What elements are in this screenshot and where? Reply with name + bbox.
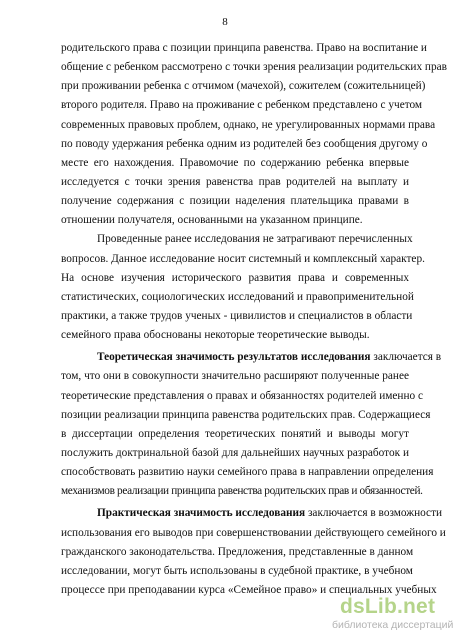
dslib-watermark — [330, 595, 453, 636]
text-line: родительского права с позиции принципа равенства. Право на воспитание и — [61, 42, 427, 54]
text-line: процессе при преподавании курса «Семейное право» и специальных учебных — [61, 583, 437, 596]
text-line: теоретические представления о правах и обязанностях родителей именно с — [61, 389, 423, 402]
text-line: общение с ребенком рассмотрено с точки зрения реализации родительских прав — [61, 61, 447, 74]
text-line: отношении получателя, основанными на указанном принципе. — [61, 214, 363, 227]
text-run: заключается в — [373, 351, 442, 364]
text-line: способствовать развитию науки семейного права в направлении определения — [61, 466, 434, 479]
text-line: месте его нахождения. Правомочие по содержанию ребенка впервые — [61, 156, 409, 169]
text-line: гражданского законодательства. Предложения, представленные в данном — [61, 545, 414, 558]
text-line: статистических, социологических исследований и правоприменительной — [61, 290, 414, 303]
bold-heading-theoretical: Теоретическая значимость результатов исследования — [97, 351, 371, 364]
text-line — [61, 504, 443, 523]
text-line — [61, 348, 442, 367]
text-line: в диссертации определения теоретических понятий и выводы могут — [61, 427, 409, 440]
text-line: второго родителя. Право на проживание с ребенком представлено с учетом — [61, 99, 423, 112]
text-line: вопросов. Данное исследование носит системный и комплексный характер. — [61, 252, 425, 265]
text-line: современных правовых проблем, однако, не урегулированных нормами права — [61, 118, 436, 131]
watermark-subtitle: библиотека диссертаций — [332, 619, 453, 631]
document-body — [61, 39, 447, 600]
watermark-logo: dsLib.net — [340, 595, 436, 618]
text-line: позиции реализации принципа равенства родительских прав. Содержащиеся — [61, 408, 431, 421]
text-line: На основе изучения исторического развития права и современных — [61, 271, 409, 284]
text-line: исследуется с точки зрения равенства прав родителей на выплату и — [61, 175, 409, 188]
text-line: при проживании ребенка с отчимом (мачехой), сожителем (сожительницей) — [61, 80, 426, 93]
text-line: получение содержания с позиции наделения плательщика правами в — [61, 195, 409, 208]
text-line: механизмов реализации принципа равенства родительских прав и обязанностей. — [61, 485, 423, 498]
text-line: по поводу удержания ребенка одним из родителей без сообщения другому о — [61, 137, 428, 150]
text-line: исследовании, могут быть использованы в судебной практике, в учебном — [61, 564, 413, 577]
text-line: практики, а также трудов ученых - цивилистов и специалистов в области — [61, 309, 413, 322]
text-line: Проведенные ранее исследования не затрагивают перечисленных — [97, 233, 413, 246]
text-line: том, что они в совокупности значительно расширяют полученные ранее — [61, 370, 409, 383]
text-line: послужить доктринальной базой для дальнейших научных разработок и — [61, 446, 409, 459]
text-run: заключается в возможности — [307, 507, 443, 520]
text-line: семейного права обоснованы некоторые теоретические выводы. — [61, 329, 370, 342]
page-number: 8 — [222, 16, 228, 28]
bold-heading-practical: Практическая значимость исследования — [97, 507, 306, 520]
text-line: использования его выводов при совершенствовании действующего семейного и — [61, 526, 446, 539]
